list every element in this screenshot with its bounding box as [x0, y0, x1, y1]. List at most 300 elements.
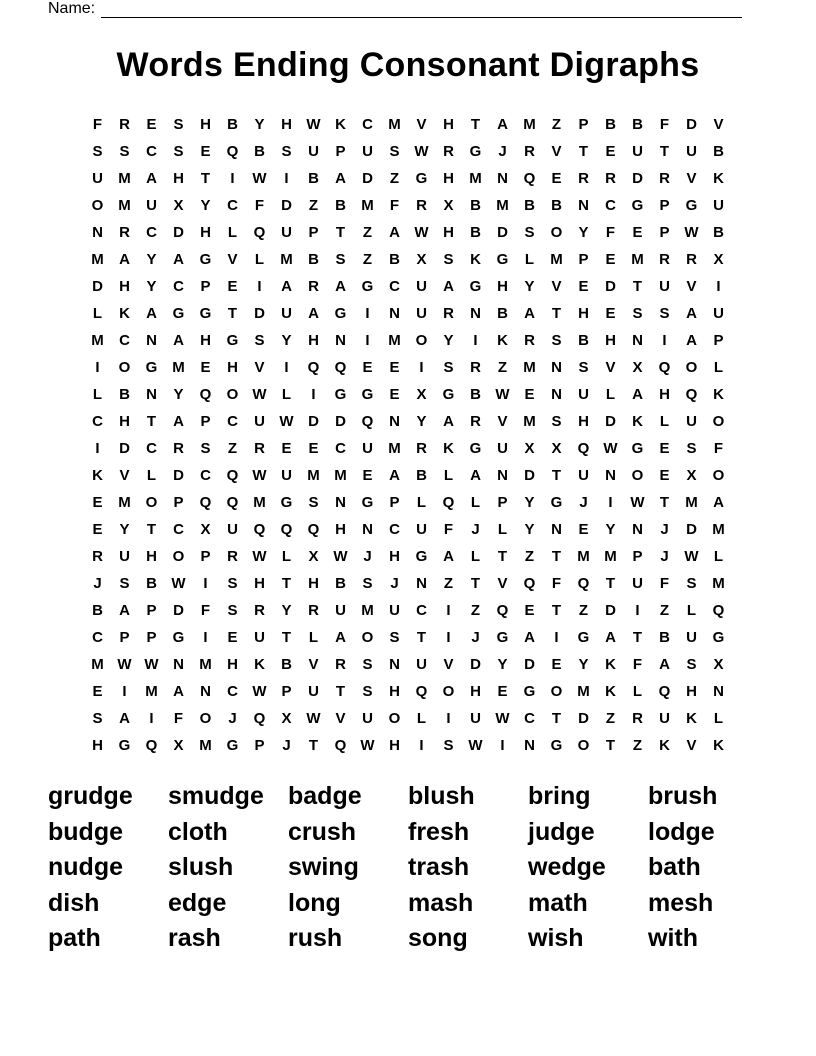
grid-letter[interactable]: S: [227, 575, 238, 592]
grid-letter[interactable]: D: [605, 413, 616, 430]
grid-letter[interactable]: R: [524, 143, 535, 160]
grid-letter[interactable]: M: [361, 197, 374, 214]
grid-letter[interactable]: B: [308, 251, 319, 268]
grid-letter[interactable]: T: [632, 629, 643, 646]
grid-letter[interactable]: W: [684, 548, 699, 565]
grid-letter[interactable]: W: [252, 170, 267, 187]
grid-letter[interactable]: U: [119, 548, 130, 565]
grid-letter[interactable]: S: [524, 224, 535, 241]
grid-letter[interactable]: X: [713, 656, 724, 673]
grid-letter[interactable]: T: [335, 224, 346, 241]
grid-letter[interactable]: B: [335, 197, 346, 214]
grid-letter[interactable]: A: [389, 467, 400, 484]
grid-letter[interactable]: Z: [362, 224, 373, 241]
grid-letter[interactable]: M: [523, 413, 536, 430]
grid-letter[interactable]: M: [172, 359, 185, 376]
grid-letter[interactable]: C: [227, 197, 238, 214]
grid-letter[interactable]: H: [605, 332, 616, 349]
grid-letter[interactable]: L: [254, 251, 265, 268]
grid-letter[interactable]: Z: [362, 251, 373, 268]
grid-letter[interactable]: K: [605, 683, 616, 700]
grid-letter[interactable]: D: [173, 467, 184, 484]
grid-letter[interactable]: U: [389, 602, 400, 619]
grid-letter[interactable]: I: [635, 602, 640, 619]
grid-letter[interactable]: U: [659, 710, 670, 727]
grid-letter[interactable]: V: [713, 116, 724, 133]
grid-letter[interactable]: I: [662, 332, 667, 349]
grid-letter[interactable]: G: [577, 629, 590, 646]
grid-letter[interactable]: H: [281, 116, 292, 133]
grid-letter[interactable]: R: [308, 278, 319, 295]
grid-letter[interactable]: X: [632, 359, 643, 376]
grid-letter[interactable]: Q: [577, 575, 590, 592]
grid-letter[interactable]: E: [524, 602, 535, 619]
grid-letter[interactable]: Y: [173, 386, 184, 403]
grid-letter[interactable]: Q: [253, 710, 266, 727]
grid-letter[interactable]: T: [551, 467, 562, 484]
grid-letter[interactable]: G: [226, 737, 239, 754]
grid-letter[interactable]: S: [389, 143, 400, 160]
grid-letter[interactable]: Z: [578, 602, 589, 619]
grid-letter[interactable]: D: [173, 224, 184, 241]
grid-letter[interactable]: P: [254, 737, 265, 754]
grid-letter[interactable]: G: [172, 629, 185, 646]
grid-letter[interactable]: T: [416, 629, 427, 646]
grid-letter[interactable]: W: [603, 440, 618, 457]
grid-letter[interactable]: N: [551, 521, 562, 538]
grid-letter[interactable]: Q: [226, 467, 239, 484]
grid-letter[interactable]: H: [686, 683, 697, 700]
grid-letter[interactable]: O: [550, 224, 563, 241]
grid-letter[interactable]: E: [362, 467, 373, 484]
grid-letter[interactable]: O: [415, 332, 428, 349]
grid-letter[interactable]: Y: [605, 521, 616, 538]
grid-letter[interactable]: B: [470, 197, 481, 214]
grid-letter[interactable]: W: [495, 710, 510, 727]
grid-letter[interactable]: K: [443, 440, 454, 457]
grid-letter[interactable]: S: [551, 413, 562, 430]
grid-letter[interactable]: S: [173, 143, 184, 160]
grid-letter[interactable]: A: [146, 305, 157, 322]
grid-letter[interactable]: T: [551, 305, 562, 322]
grid-letter[interactable]: D: [605, 602, 616, 619]
grid-letter[interactable]: A: [686, 305, 697, 322]
grid-letter[interactable]: R: [308, 602, 319, 619]
grid-letter[interactable]: Y: [281, 602, 292, 619]
grid-letter[interactable]: T: [551, 548, 562, 565]
grid-letter[interactable]: Q: [253, 224, 266, 241]
grid-letter[interactable]: B: [551, 197, 562, 214]
grid-letter[interactable]: G: [280, 494, 293, 511]
grid-letter[interactable]: I: [419, 737, 424, 754]
grid-letter[interactable]: G: [361, 386, 374, 403]
grid-letter[interactable]: C: [389, 521, 400, 538]
grid-letter[interactable]: O: [118, 359, 131, 376]
grid-letter[interactable]: S: [92, 143, 103, 160]
grid-letter[interactable]: Z: [470, 602, 481, 619]
grid-letter[interactable]: N: [524, 737, 535, 754]
grid-letter[interactable]: L: [443, 467, 454, 484]
grid-letter[interactable]: G: [145, 359, 158, 376]
grid-letter[interactable]: I: [554, 629, 559, 646]
grid-letter[interactable]: U: [281, 224, 292, 241]
grid-letter[interactable]: I: [230, 170, 235, 187]
grid-letter[interactable]: A: [524, 629, 535, 646]
grid-letter[interactable]: S: [362, 683, 373, 700]
grid-letter[interactable]: N: [92, 224, 103, 241]
grid-letter[interactable]: I: [95, 359, 100, 376]
grid-letter[interactable]: V: [686, 737, 697, 754]
grid-letter[interactable]: B: [524, 197, 535, 214]
grid-letter[interactable]: L: [227, 224, 238, 241]
grid-letter[interactable]: T: [605, 737, 616, 754]
grid-letter[interactable]: Q: [334, 359, 347, 376]
grid-letter[interactable]: Z: [227, 440, 238, 457]
grid-letter[interactable]: K: [92, 467, 103, 484]
grid-letter[interactable]: F: [632, 656, 643, 673]
grid-letter[interactable]: M: [118, 197, 131, 214]
grid-letter[interactable]: B: [470, 386, 481, 403]
grid-letter[interactable]: O: [145, 494, 158, 511]
grid-letter[interactable]: R: [470, 413, 481, 430]
grid-letter[interactable]: S: [443, 359, 454, 376]
grid-letter[interactable]: S: [254, 332, 265, 349]
grid-letter[interactable]: C: [524, 710, 535, 727]
grid-letter[interactable]: U: [281, 305, 292, 322]
grid-letter[interactable]: S: [632, 305, 643, 322]
grid-letter[interactable]: V: [551, 143, 562, 160]
grid-letter[interactable]: C: [605, 197, 616, 214]
grid-letter[interactable]: H: [389, 737, 400, 754]
grid-letter[interactable]: M: [577, 548, 590, 565]
grid-letter[interactable]: Z: [659, 602, 670, 619]
grid-letter[interactable]: I: [365, 305, 370, 322]
grid-letter[interactable]: H: [308, 575, 319, 592]
grid-letter[interactable]: G: [415, 170, 428, 187]
grid-letter[interactable]: I: [365, 332, 370, 349]
grid-letter[interactable]: U: [416, 656, 427, 673]
grid-letter[interactable]: T: [551, 602, 562, 619]
grid-letter[interactable]: P: [200, 413, 211, 430]
grid-letter[interactable]: E: [200, 359, 211, 376]
grid-letter[interactable]: E: [362, 359, 373, 376]
grid-letter[interactable]: Q: [199, 494, 212, 511]
grid-letter[interactable]: B: [119, 386, 130, 403]
grid-letter[interactable]: G: [172, 305, 185, 322]
grid-letter[interactable]: U: [713, 197, 724, 214]
grid-letter[interactable]: A: [443, 548, 454, 565]
grid-letter[interactable]: U: [659, 278, 670, 295]
grid-letter[interactable]: I: [203, 629, 208, 646]
grid-letter[interactable]: O: [685, 359, 698, 376]
grid-letter[interactable]: P: [659, 197, 670, 214]
grid-letter[interactable]: T: [470, 116, 481, 133]
grid-letter[interactable]: L: [308, 629, 319, 646]
grid-letter[interactable]: S: [362, 575, 373, 592]
grid-letter[interactable]: B: [281, 656, 292, 673]
grid-letter[interactable]: P: [335, 143, 346, 160]
grid-letter[interactable]: I: [446, 710, 451, 727]
grid-letter[interactable]: Z: [551, 116, 562, 133]
grid-letter[interactable]: M: [145, 683, 158, 700]
grid-letter[interactable]: R: [659, 170, 670, 187]
grid-letter[interactable]: A: [470, 467, 481, 484]
grid-letter[interactable]: T: [281, 629, 292, 646]
grid-letter[interactable]: B: [146, 575, 157, 592]
grid-letter[interactable]: B: [713, 143, 724, 160]
grid-letter[interactable]: H: [335, 521, 346, 538]
grid-letter[interactable]: H: [389, 548, 400, 565]
grid-letter[interactable]: T: [146, 413, 157, 430]
grid-letter[interactable]: U: [416, 305, 427, 322]
grid-letter[interactable]: G: [685, 197, 698, 214]
grid-letter[interactable]: T: [146, 521, 157, 538]
grid-letter[interactable]: J: [660, 521, 669, 538]
grid-letter[interactable]: P: [200, 278, 211, 295]
grid-letter[interactable]: D: [281, 197, 292, 214]
grid-letter[interactable]: I: [311, 386, 316, 403]
grid-letter[interactable]: B: [254, 143, 265, 160]
grid-letter[interactable]: U: [686, 143, 697, 160]
grid-letter[interactable]: K: [254, 656, 265, 673]
grid-letter[interactable]: T: [578, 143, 589, 160]
grid-letter[interactable]: L: [659, 413, 670, 430]
grid-letter[interactable]: N: [335, 494, 346, 511]
grid-letter[interactable]: F: [200, 602, 211, 619]
grid-letter[interactable]: U: [686, 413, 697, 430]
name-field[interactable]: [48, 0, 742, 18]
grid-letter[interactable]: S: [119, 143, 130, 160]
grid-letter[interactable]: Q: [658, 683, 671, 700]
grid-letter[interactable]: Y: [200, 197, 211, 214]
grid-letter[interactable]: Q: [415, 683, 428, 700]
grid-letter[interactable]: W: [468, 737, 483, 754]
grid-letter[interactable]: G: [361, 278, 374, 295]
grid-letter[interactable]: N: [605, 467, 616, 484]
grid-letter[interactable]: V: [335, 710, 346, 727]
grid-letter[interactable]: I: [149, 710, 154, 727]
grid-letter[interactable]: G: [550, 494, 563, 511]
grid-letter[interactable]: M: [712, 575, 725, 592]
grid-letter[interactable]: T: [497, 548, 508, 565]
grid-letter[interactable]: M: [604, 548, 617, 565]
grid-letter[interactable]: E: [146, 116, 157, 133]
grid-letter[interactable]: G: [334, 305, 347, 322]
grid-letter[interactable]: B: [470, 224, 481, 241]
grid-letter[interactable]: X: [443, 197, 454, 214]
grid-letter[interactable]: Y: [524, 521, 535, 538]
grid-letter[interactable]: U: [362, 710, 373, 727]
grid-letter[interactable]: N: [632, 332, 643, 349]
grid-letter[interactable]: J: [282, 737, 291, 754]
grid-letter[interactable]: K: [470, 251, 481, 268]
grid-letter[interactable]: Q: [658, 359, 671, 376]
grid-letter[interactable]: Q: [145, 737, 158, 754]
grid-letter[interactable]: C: [92, 629, 103, 646]
grid-letter[interactable]: A: [173, 683, 184, 700]
grid-letter[interactable]: C: [146, 143, 157, 160]
grid-letter[interactable]: F: [551, 575, 562, 592]
grid-letter[interactable]: W: [414, 143, 429, 160]
grid-letter[interactable]: N: [551, 386, 562, 403]
grid-letter[interactable]: O: [199, 710, 212, 727]
grid-letter[interactable]: A: [443, 413, 454, 430]
grid-letter[interactable]: W: [360, 737, 375, 754]
grid-letter[interactable]: W: [333, 548, 348, 565]
grid-letter[interactable]: U: [335, 602, 346, 619]
grid-letter[interactable]: U: [470, 710, 481, 727]
grid-letter[interactable]: Q: [226, 143, 239, 160]
grid-letter[interactable]: G: [469, 143, 482, 160]
grid-letter[interactable]: C: [362, 116, 373, 133]
grid-letter[interactable]: C: [389, 278, 400, 295]
grid-letter[interactable]: S: [92, 710, 103, 727]
grid-letter[interactable]: E: [92, 521, 103, 538]
grid-letter[interactable]: V: [497, 413, 508, 430]
grid-letter[interactable]: S: [227, 602, 238, 619]
grid-letter[interactable]: D: [335, 413, 346, 430]
grid-letter[interactable]: Z: [389, 170, 400, 187]
grid-letter[interactable]: G: [118, 737, 131, 754]
grid-letter[interactable]: Y: [578, 656, 589, 673]
grid-letter[interactable]: G: [199, 251, 212, 268]
grid-letter[interactable]: Z: [443, 575, 454, 592]
grid-letter[interactable]: L: [92, 305, 103, 322]
grid-letter[interactable]: U: [227, 521, 238, 538]
grid-letter[interactable]: P: [713, 332, 724, 349]
grid-letter[interactable]: R: [659, 251, 670, 268]
grid-letter[interactable]: A: [632, 386, 643, 403]
grid-letter[interactable]: N: [146, 386, 157, 403]
grid-letter[interactable]: T: [470, 575, 481, 592]
grid-letter[interactable]: D: [173, 602, 184, 619]
grid-letter[interactable]: H: [119, 413, 130, 430]
grid-letter[interactable]: M: [91, 332, 104, 349]
grid-letter[interactable]: U: [146, 197, 157, 214]
grid-letter[interactable]: M: [685, 494, 698, 511]
grid-letter[interactable]: H: [470, 683, 481, 700]
grid-letter[interactable]: S: [659, 305, 670, 322]
grid-letter[interactable]: D: [524, 467, 535, 484]
grid-letter[interactable]: Z: [605, 710, 616, 727]
grid-letter[interactable]: T: [551, 710, 562, 727]
grid-letter[interactable]: X: [524, 440, 535, 457]
grid-letter[interactable]: R: [443, 143, 454, 160]
grid-letter[interactable]: O: [712, 413, 725, 430]
grid-letter[interactable]: A: [173, 332, 184, 349]
grid-letter[interactable]: P: [578, 116, 589, 133]
grid-letter[interactable]: B: [713, 224, 724, 241]
grid-letter[interactable]: K: [659, 737, 670, 754]
grid-letter[interactable]: U: [632, 575, 643, 592]
grid-letter[interactable]: V: [551, 278, 562, 295]
grid-letter[interactable]: I: [419, 359, 424, 376]
grid-letter[interactable]: G: [442, 386, 455, 403]
grid-letter[interactable]: D: [632, 170, 643, 187]
grid-letter[interactable]: S: [686, 440, 697, 457]
grid-letter[interactable]: B: [308, 170, 319, 187]
grid-letter[interactable]: L: [605, 386, 616, 403]
grid-letter[interactable]: Q: [307, 521, 320, 538]
grid-letter[interactable]: T: [659, 143, 670, 160]
grid-letter[interactable]: R: [443, 305, 454, 322]
grid-letter[interactable]: A: [335, 278, 346, 295]
grid-letter[interactable]: C: [335, 440, 346, 457]
grid-letter[interactable]: I: [284, 359, 289, 376]
grid-letter[interactable]: G: [631, 440, 644, 457]
grid-letter[interactable]: G: [469, 278, 482, 295]
grid-letter[interactable]: G: [415, 548, 428, 565]
grid-letter[interactable]: L: [146, 467, 157, 484]
grid-letter[interactable]: O: [172, 548, 185, 565]
grid-letter[interactable]: V: [119, 467, 130, 484]
grid-letter[interactable]: L: [497, 521, 508, 538]
grid-letter[interactable]: U: [578, 386, 589, 403]
grid-letter[interactable]: R: [605, 170, 616, 187]
grid-letter[interactable]: H: [227, 359, 238, 376]
grid-letter[interactable]: F: [659, 116, 670, 133]
grid-letter[interactable]: F: [173, 710, 184, 727]
grid-letter[interactable]: H: [173, 170, 184, 187]
grid-letter[interactable]: A: [308, 305, 319, 322]
grid-letter[interactable]: K: [497, 332, 508, 349]
grid-letter[interactable]: B: [632, 116, 643, 133]
grid-letter[interactable]: E: [389, 386, 400, 403]
grid-letter[interactable]: S: [173, 116, 184, 133]
grid-letter[interactable]: Y: [578, 224, 589, 241]
grid-letter[interactable]: W: [252, 683, 267, 700]
grid-letter[interactable]: D: [362, 170, 373, 187]
grid-letter[interactable]: H: [443, 116, 454, 133]
grid-letter[interactable]: M: [334, 467, 347, 484]
grid-letter[interactable]: C: [227, 413, 238, 430]
grid-letter[interactable]: L: [416, 494, 427, 511]
grid-letter[interactable]: R: [524, 332, 535, 349]
grid-letter[interactable]: M: [118, 494, 131, 511]
grid-letter[interactable]: M: [307, 467, 320, 484]
grid-letter[interactable]: Q: [307, 359, 320, 376]
grid-letter[interactable]: Q: [226, 494, 239, 511]
grid-letter[interactable]: I: [257, 278, 262, 295]
grid-letter[interactable]: I: [446, 629, 451, 646]
grid-letter[interactable]: Q: [442, 494, 455, 511]
grid-letter[interactable]: A: [389, 224, 400, 241]
grid-letter[interactable]: G: [496, 251, 509, 268]
grid-letter[interactable]: Y: [146, 278, 157, 295]
grid-letter[interactable]: W: [144, 656, 159, 673]
grid-letter[interactable]: I: [122, 683, 127, 700]
grid-letter[interactable]: A: [524, 305, 535, 322]
grid-letter[interactable]: B: [659, 629, 670, 646]
grid-letter[interactable]: H: [443, 170, 454, 187]
grid-letter[interactable]: T: [200, 170, 211, 187]
grid-letter[interactable]: K: [713, 170, 724, 187]
grid-letter[interactable]: M: [199, 656, 212, 673]
grid-letter[interactable]: A: [335, 629, 346, 646]
grid-letter[interactable]: Y: [119, 521, 130, 538]
grid-letter[interactable]: L: [281, 386, 292, 403]
grid-letter[interactable]: M: [91, 251, 104, 268]
grid-letter[interactable]: N: [578, 197, 589, 214]
grid-letter[interactable]: H: [92, 737, 103, 754]
grid-letter[interactable]: I: [95, 440, 100, 457]
grid-letter[interactable]: U: [92, 170, 103, 187]
grid-letter[interactable]: E: [227, 629, 238, 646]
grid-letter[interactable]: Z: [308, 197, 319, 214]
grid-letter[interactable]: C: [92, 413, 103, 430]
grid-letter[interactable]: K: [605, 656, 616, 673]
grid-letter[interactable]: A: [497, 116, 508, 133]
